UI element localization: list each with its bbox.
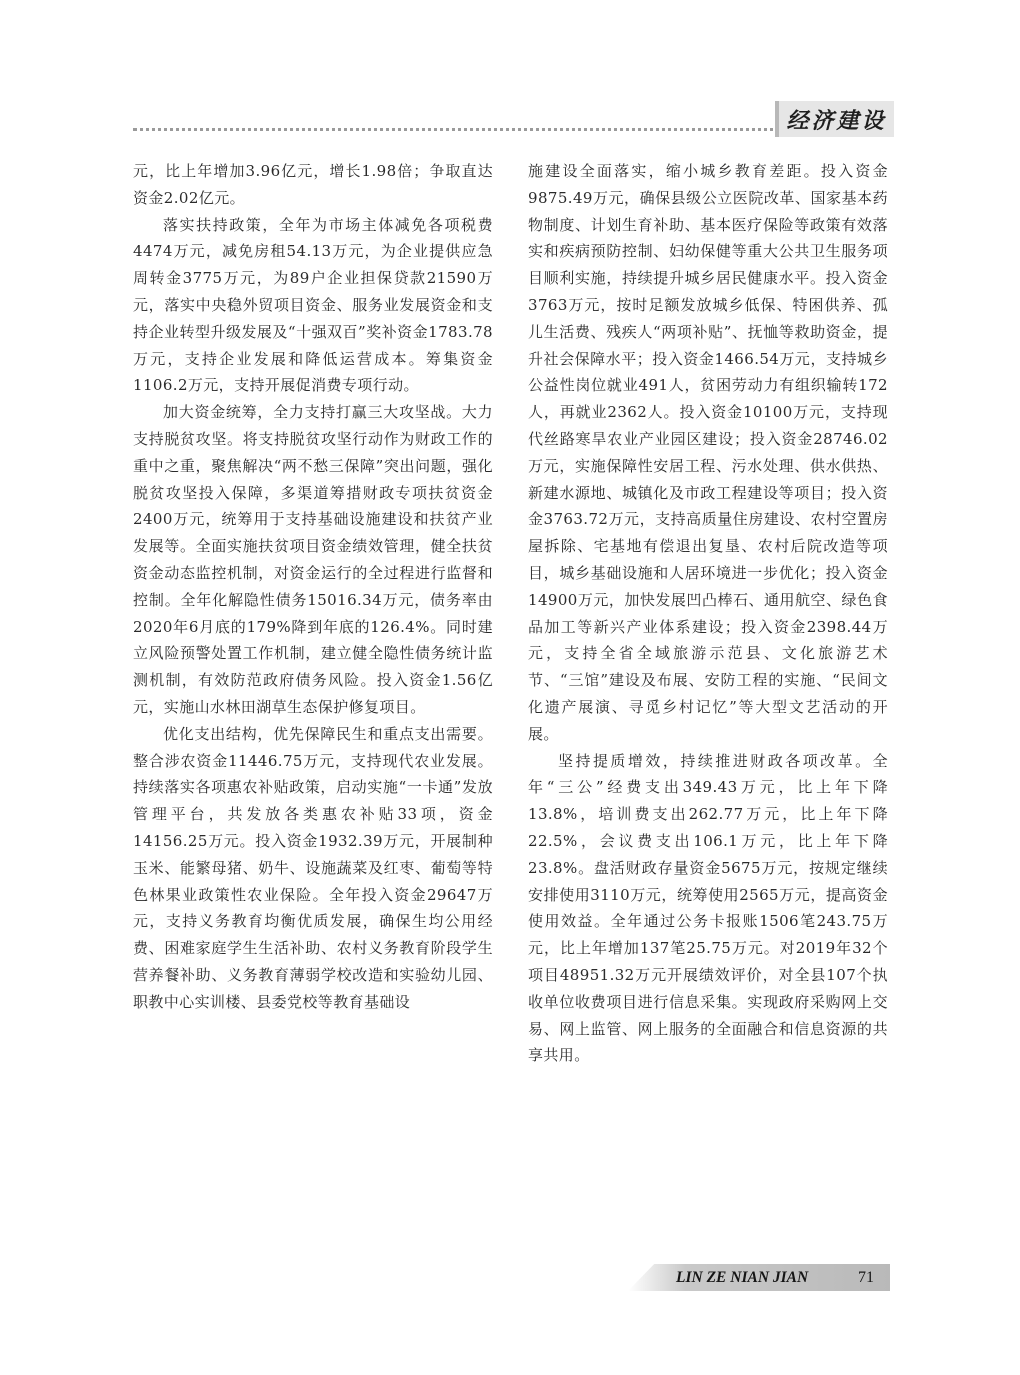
section-title: 经济建设 (775, 101, 894, 137)
paragraph: 元，比上年增加3.96亿元，增长1.98倍；争取直达资金2.02亿元。 (133, 162, 493, 207)
paragraph: 加大资金统筹，全力支持打赢三大攻坚战。大力支持脱贫攻坚。将支持脱贫攻坚行动作为财政工作的重中之重，聚焦解决“两不愁三保障”突出问题，强化脱贫攻坚投入保障，多渠道筹措财政专项扶贫资金2400万元，统筹用于支持基础设施建设和扶贫产业发展等。全面实施扶贫项目资金绩效管理，健全扶贫资金动态监控机制，对资金运行的全过程进行监督和控制。全年化解隐性债务15016.34万元，债务率由2020年6月底的179%降到年底的126.4%。同时建立风险预警处置工作机制，建立健全隐性债务统计监测机制，有效防范政府债务风险。投入资金1.56亿元，实施山水林田湖草生态保护修复项目。 (133, 403, 493, 716)
right-column (528, 158, 888, 1069)
paragraph: 施建设全面落实，缩小城乡教育差距。投入资金9875.49万元，确保县级公立医院改革、国家基本药物制度、计划生育补助、基本医疗保险等政策有效落实和疾病预防控制、妇幼保健等重大公共卫生服务项目顺利实施，持续提升城乡居民健康水平。投入资金3763万元，按时足额发放城乡低保、特困供养、孤儿生活费、残疾人“两项补贴”、抚恤等救助资金，提升社会保障水平；投入资金1466.54万元，支持城乡公益性岗位就业491人，贫困劳动力有组织输转172人，再就业2362人。投入资金10100万元，支持现代丝路寒旱农业产业园区建设；投入资金28746.02万元，实施保障性安居工程、污水处理、供水供热、新建水源地、城镇化及市政工程建设等项目；投入资金3763.72万元，支持高质量住房建设、农村空置房屋拆除、宅基地有偿退出复垦、农村后院改造等项目，城乡基础设施和人居环境进一步优化；投入资金14900万元，加快发展凹凸棒石、通用航空、绿色食品加工等新兴产业体系建设；投入资金2398.44万元，支持全省全域旅游示范县、文化旅游艺术节、“三馆”建设及布展、安防工程的实施、“民间文化遗产展演、寻觅乡村记忆”等大型文艺活动的开展。 (528, 162, 888, 743)
header-dotted-rule (133, 128, 781, 131)
paragraph: 坚持提质增效，持续推进财政各项改革。全年“三公”经费支出349.43万元，比上年下降13.8%，培训费支出262.77万元，比上年下降22.5%，会议费支出106.1万元，比上年下降23.8%。盘活财政存量资金5675万元，按规定继续安排使用3110万元，统筹使用2565万元，提高资金使用效益。全年通过公务卡报账1506笔243.75万元，比上年增加137笔25.75万元。对2019年32个项目48951.32万元开展绩效评价，对全县107个执收单位收费项目进行信息采集。实现政府采购网上交易、网上监管、网上服务的全面融合和信息资源的共享共用。 (528, 751, 888, 1065)
running-title: LIN ZE NIAN JIAN (676, 1268, 809, 1286)
paragraph: 优化支出结构，优先保障民生和重点支出需要。整合涉农资金11446.75万元，支持现代农业发展。持续落实各项惠农补贴政策，启动实施“一卡通”发放管理平台，共发放各类惠农补贴33项，资金14156.25万元。投入资金1932.39万元，开展制种玉米、能繁母猪、奶牛、设施蔬菜及红枣、葡萄等特色林果业政策性农业保险。全年投入资金29647万元，支持义务教育均衡优质发展，确保生均公用经费、困难家庭学生生活补助、农村义务教育阶段学生营养餐补助、义务教育薄弱学校改造和实验幼儿园、职教中心实训楼、县委党校等教育基础设 (133, 724, 493, 1011)
paragraph: 落实扶持政策，全年为市场主体减免各项税费4474万元，减免房租54.13万元，为企业提供应急周转金3775万元，为89户企业担保贷款21590万元，落实中央稳外贸项目资金、服务业发展资金和支持企业转型升级发展及“十强双百”奖补资金1783.78万元，支持企业发展和降低运营成本。筹集资金1106.2万元，支持开展促消费专项行动。 (133, 215, 493, 395)
page-number: 71 (858, 1268, 874, 1286)
left-column (133, 158, 493, 1016)
